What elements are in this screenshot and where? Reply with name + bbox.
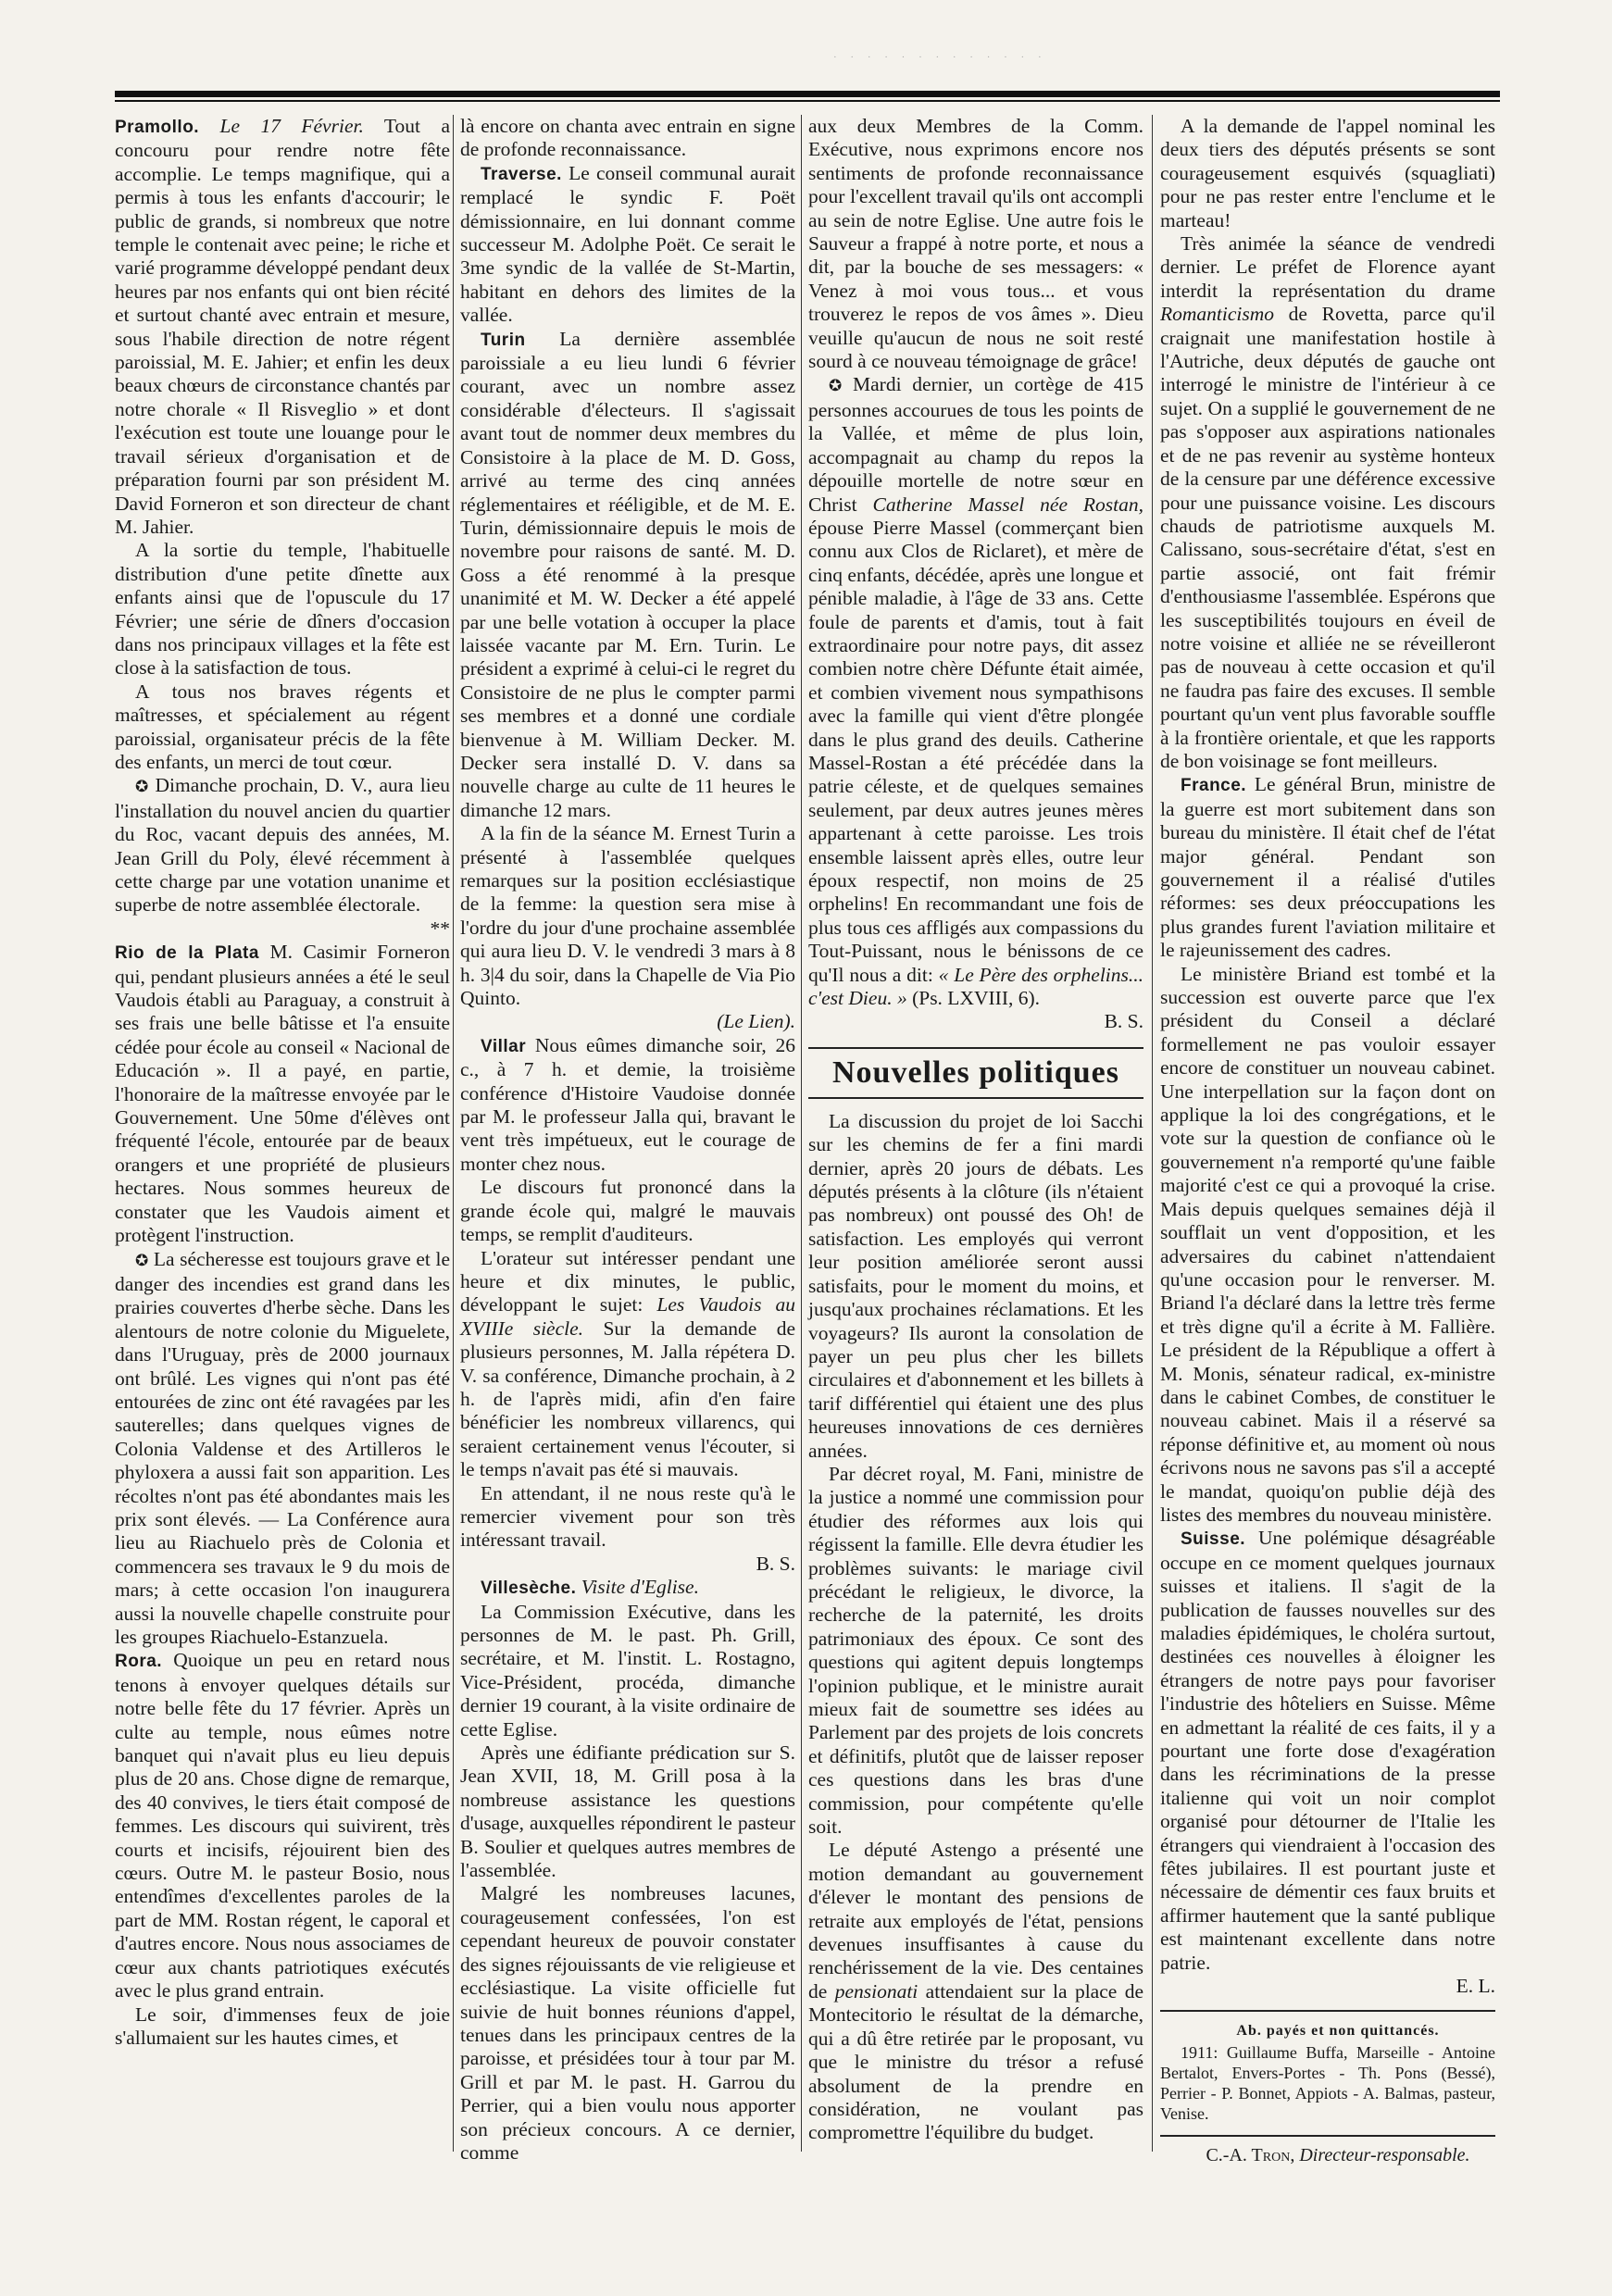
header-noise: · · · · · · · · · · · · · [833, 52, 1047, 63]
article-villeseche [460, 1576, 795, 1600]
place-heading: Turin [481, 330, 526, 350]
signature: ** [430, 917, 450, 940]
article-text: de Rovetta, parce qu'il craignait une manifestation hostile à l'Autriche, deux députés de gauche ont interrogé le ministre de l'intérieur à ce sujet. On a supplié le gouvernement de ne pas s'opposer aux aspirations nationales et de ne pas revenir au système honteux de la censure par une déférence excessive pour une puissance voisine. Les discours chauds de patriotisme auxquels M. Calissano, sous-secrétaire d'état, s'est en partie associé, ont fait frémir d'enthousiasme l'assemblée. Espérons que les susceptibilités toujours en éveil de notre voisine et alliée ne se réveilleront pas de nouveau à cette occasion et qu'il ne faudra pas faire des excuses. Il semble pourtant qu'un vent plus favorable souffle à la frontière orientale, et que les rapports de bon voisinage se font meilleurs. [1160, 303, 1495, 772]
article-paragraph: Le discours fut prononcé dans la grande école qui, malgré le mauvais temps, se remplit d'auditeurs. [460, 1176, 795, 1246]
column-2 [460, 115, 795, 2165]
place-heading: France. [1181, 776, 1247, 796]
article-rora [115, 1649, 450, 2003]
article-text: épouse Pierre Massel (commerçant bien connu aux Clos de Riclaret), et mère de cinq enfants, décédée, après une longue et pénible maladie, à l'âge de 33 ans. Cette foule de parents et d'amis, tout à fait extraordinaire pour notre pays, dit assez combien notre chère Défunte était aimée, et combien vivement nous sympathisons avec la famille qui vient d'être plongée dans le plus grand des deuils. Catherine Massel-Rostan a été précédée dans la patrie céleste, et de quelques semaines seulement, par deux autres jeunes mères appartenant à cette paroisse. Les trois ensemble laissent après elles, outre leur époux respectif, non moins de 25 orphelins! En recommandant une fois de plus tous ces affligés aux compassions du Tout-Puissant, nous le bénissons de ce qu'Il nous a dit: [808, 516, 1143, 986]
section-mark-icon: ✪ [829, 377, 843, 396]
article-paragraph: A la fin de la séance M. Ernest Turin a présenté à l'assemblée quelques remarques sur la position ecclésiastique de la femme: la question sera mise à l'ordre du jour d'une prochaine assemblée qui aura lieu D. V. le vendredi 3 mars à 8 h. 3|4 du soir, dans la Chapelle de Via Pio Quinto. [460, 822, 795, 1010]
article-paragraph: Le soir, d'immenses feux de joie s'allumaient sur les hautes cimes, et [115, 2003, 450, 2049]
column-3 [808, 115, 1143, 2145]
article-paragraph [115, 1248, 450, 1650]
article-text: Très animée la séance de vendredi dernier. Le préfet de Florence ayant interdit la représentation du drame [1160, 232, 1495, 302]
place-heading: Traverse. [481, 164, 562, 184]
article-suisse [1160, 1527, 1495, 1975]
subscriptions-heading: Ab. payés et non quittancés. [1236, 2022, 1440, 2039]
article-villar [460, 1034, 795, 1176]
article-italic: « Le Père des orphelins... c'est Dieu. » [808, 963, 1144, 1010]
article-italic: Catherine Massel née Rostan, [872, 493, 1144, 516]
article-text: attendaient sur la place de Montecitorio le résultat de la démarche, qui a dû être retirée par le proposant, vu que le ministre du trésor a refusé absolument de la prendre en considération, ne voulant pas compromettre l'équilibre du budget. [808, 1979, 1143, 2144]
column-1 [115, 115, 450, 2050]
place-heading: Suisse. [1181, 1529, 1246, 1550]
article-pramollo [115, 115, 450, 539]
article-paragraph: La discussion du projet de loi Sacchi sur les chemins de fer a fini mardi dernier, après 20 jours de débats. Les députés présents à la clôture (ils n'étaient pas nombreux) ont poussé des Oh! de satisfaction. Les employés qui verront leur position améliorée seront aussi satisfaits, pour le moment du moins, et jusqu'aux prochaines réclamations. Et les voyageurs? Ils auront la consolation de payer un peu plus cher les billets circulaires et d'abonnement et les billets à tarif différentiel qui étaient une des plus heureuses innovations de ces dernières années. [808, 1109, 1143, 1462]
signature: E. L. [1456, 1975, 1495, 1998]
signature: B. S. [1104, 1010, 1143, 1033]
date-text: Le 17 Février. [219, 115, 364, 137]
article-text: Nous eûmes dimanche soir, 26 c., à 7 h. et demie, la troisième conférence d'Histoire Vaudoise donnée par M. le professeur Jalla qui, bravant le vent très impétueux, eut le courage de monter chez nous. [460, 1033, 795, 1175]
signature: (Le Lien). [717, 1010, 795, 1033]
section-title: Nouvelles politiques [808, 1047, 1143, 1099]
article-paragraph: En attendant, il ne nous reste qu'à le remercier vivement pour son très intéressant travail. [460, 1481, 795, 1552]
place-heading: Pramollo. [115, 118, 200, 137]
article-turin [460, 328, 795, 823]
article-italic: Romanticismo [1160, 303, 1275, 326]
section-mark-icon: ✪ [135, 1251, 149, 1270]
article-paragraph: aux deux Membres de la Comm. Exécutive, nous exprimons encore nos sentiments de profonde reconnaissance pour l'excellent travail qu'ils ont accompli au sein de notre Eglise. Une autre fois le Sauveur a frappé à notre porte, et nous a dit, par la bouche de ses messagers: « Venez à moi vous tous... et vous trouverez le repos de vos âmes ». Dieu veuille qu'aucun de nous ne soit resté sourd à ce nouveau témoignage de grâce! [808, 115, 1143, 373]
article-text: La dernière assemblée paroissiale a eu lieu lundi 6 février courant, avec un nombre assez considérable d'électeurs. Il s'agissait avant tout de nommer deux membres du Consistoire à la place de M. D. Goss, arrivé au terme des cinq années réglementaires et rééligible, et de M. E. Turin, démissionnaire depuis le mois de novembre pour raisons de santé. M. D. Goss a été renommé à la presque unanimité et M. W. Decker a été appelé par une belle votation à occuper la place laissée vacante par M. Ern. Turin. Le président a exprimé à celui-ci le regret du Consistoire de ne plus le compter parmi ses membres et a donné une cordiale bienvenue à M. William Decker. M. Decker sera installé D. V. dans sa nouvelle charge au culte de 11 heures le dimanche 12 mars. [460, 327, 796, 821]
director-role: Directeur-responsable. [1299, 2144, 1470, 2165]
article-paragraph: A la sortie du temple, l'habituelle distribution d'une petite dînette aux enfants ainsi que de l'opuscule du 17 Février; une série de dîners d'occasion dans nos principaux villages et la fête est close à la satisfaction de tous. [115, 539, 450, 680]
director-line [1160, 2144, 1495, 2167]
article-text: Quoique un peu en retard nous tenons à envoyer quelques détails sur notre belle fête du 17 février. Après un culte au temple, nous eûmes notre banquet qui n'avait plus eu lieu depuis plus de 20 ans. Chose digne de remarque, des 40 convives, le tiers était composé de femmes. Les discours qui suivirent, très courts et incisifs, réjouirent bien des cœurs. Outre M. le pasteur Bosio, nous entendîmes d'excellentes paroles de la part de MM. Rostan régent, le caporal et d'autres encore. Nous nous associames de cœur aux chants patriotiques exécutés avec le plus grand entrain. [115, 1649, 451, 2003]
article-traverse [460, 162, 795, 328]
article-text: Une polémique désagréable occupe en ce moment quelques journaux suisses et italiens. Il s'agit de la publication de fausses nouvelles sur des maladies épidémiques, le choléra surtout, destinées ces nouvelles à éloigner les étrangers de notre pays pour favoriser l'industrie des hôteliers en Suisse. Même en admettant la réalité de ces faits, il y a pourtant une forte dose d'exagération dans les récriminations de la presse italienne qui voit un noir complot organisé pour détourner de l'Italie les étrangers qui viendraient à l'occasion des fêtes jubilaires. Il est pourtant juste et nécessaire de démentir ces faux bruits et affirmer hautement que la santé publique est maintenant excellente dans notre patrie. [1160, 1527, 1495, 1974]
top-rule-thin [115, 100, 1500, 102]
article-text: Sur la demande de plusieurs personnes, M. Jalla répétera D. V. sa conférence, Dimanche prochain, à 2 h. de l'après midi, afin d'en faire bénéficier les nombreux villarencs, qui seraient certainement venus l'écouter, si le temps n'avait pas été si mauvais. [460, 1316, 795, 1481]
article-text: M. Casimir Forneron qui, pendant plusieurs années a été le seul Vaudois établi au Paraguay, a construit à ses frais une belle bâtisse et l'a ensuite cédée pour école au conseil « Nacional de Educación ». Il a payé, en partie, l'honoraire de la maîtresse envoyée par le Gouvernement. Une 50me d'élèves ont fréquenté l'école, entourée par de beaux orangers et une propriété de plusieurs hectares. Nous sommes heureux de constater que les Vaudois aiment et protègent l'instruction. [115, 941, 450, 1247]
column-divider [801, 115, 802, 2152]
article-paragraph [808, 373, 1143, 1010]
article-italic: pensionati [834, 1979, 918, 2003]
article-text: Tout a concouru pour rendre notre fête accomplie. Le temps magnifique, qui a permis à tous les enfants d'accourir; le public de grands, si nombreux que notre temple le contenait avec peine; le riche et varié programme développé pendant deux heures par nos enfants qui ont bien récité et surtout chanté avec entrain et mesure, sous l'habile direction de notre régent paroissial, M. E. Jahier; et enfin les deux beaux chœurs de circonstance chantés par notre chorale « Il Risveglio » et dont l'exécution est toute une louange pour le travail sérieux d'organisation et de préparation fourni par son président M. David Forneron et son directeur de chant M. Jahier. [115, 115, 450, 538]
column-4 [1160, 115, 1495, 2167]
article-paragraph: A tous nos braves régents et maîtresses, et spécialement au régent paroissial, organisateur précis de la fête des enfants, un merci de tout cœur. [115, 680, 450, 773]
article-text: Le député Astengo a présenté une motion demandant au gouvernement d'élever le montant des pensions de retraite aux employés de l'état, pensions devenues insuffisantes à cause du renchérissement de la vie. Des centaines de [808, 1839, 1143, 2003]
top-rule-thick [115, 91, 1500, 97]
article-rio-de-la-plata [115, 941, 450, 1247]
article-text: Le conseil communal aurait remplacé le syndic F. Poët démissionnaire, en lui donnant comme successeur M. Adolphe Poët. Ce serait le 3me syndic de la vallée de St-Martin, habitant en dehors des limites de la vallée. [460, 161, 795, 327]
director-name: C.-A. Tron, [1206, 2144, 1295, 2165]
article-paragraph: A la demande de l'appel nominal les deux tiers des députés présents se sont courageusement esquivés (squagliati) pour ne pas rester entre l'enclume et le marteau! [1160, 115, 1495, 231]
article-italic: Les Vaudois au XVIIIe siècle. [460, 1293, 796, 1340]
article-paragraph: Par décret royal, M. Fani, ministre de la justice a nommé une commission pour étudier des réformes aux lois qui régissent la famille. Elle devra étudier les problèmes suivants: le mariage civil précédant le religieux, le divorce, la recherche de la paternité, les droits patrimoniaux des époux. Ce sont des questions qui agitent depuis longtemps l'opinion publique, et le ministre aurait mieux fait de soumettre ses idées au Parlement par des projets de lois concrets et définitifs, plutôt que de laisser reposer ces questions dans les bras d'une commission, pour compétente qu'elle soit. [808, 1462, 1143, 1839]
article-text: Mardi dernier, un cortège de 415 personnes accourues de tous les points de la Vallée, et même de plus loin, accompagnait au champ du repos la dépouille mortelle de notre sœur en Christ [808, 373, 1143, 516]
column-divider [453, 115, 454, 2152]
article-text: La sécheresse est toujours grave et le danger des incendies est grand dans les prairies couvertes d'herbe sèche. Dans les alentours de notre colonie du Miguelete, dans l'Uruguay, près de 2000 journaux ont brûlé. Les vignes qui n'ont pas été entourées de zinc ont été ravagées par les sauterelles; dans quelques vignes de Colonia Valdense et des Artilleros le phyloxera a aussi fait son apparition. Les récoltes n'ont pas été abondantes mais les prix sont élevés. — La Conférence aura lieu au Riachuelo près de Colonia et commencera ses travaux le 9 du mois de mars; à cette occasion l'on inaugurera aussi la nouvelle chapelle construite pour les groupes Riachuelo-Estanzuela. [115, 1247, 450, 1648]
article-text: (Ps. LXVIII, 6). [912, 987, 1041, 1010]
article-paragraph [1160, 232, 1495, 773]
separator [1160, 2010, 1495, 2012]
place-heading: Rora. [115, 1652, 163, 1672]
article-paragraph: là encore on chanta avec entrain en signe de profonde reconnaissance. [460, 115, 795, 161]
article-paragraph: Après une édifiante prédication sur S. Jean XVII, 18, M. Grill posa à la nombreuse assistance les questions d'usage, auxquelles répondirent le pasteur B. Soulier et quelques autres membres de l'assemblée. [460, 1741, 795, 1882]
place-heading: Rio de la Plata [115, 943, 259, 964]
subscriptions-list: 1911: Guillaume Buffa, Marseille - Antoine Bertalot, Envers-Portes - Th. Pons (Bessé), Perrier - P. Bonnet, Appiots - A. Balmas, pasteur, Venise. [1160, 2042, 1495, 2123]
column-divider [1152, 115, 1153, 2152]
place-heading: Villesèche. [481, 1578, 577, 1599]
article-france [1160, 773, 1495, 962]
article-text: Dimanche prochain, D. V., aura lieu l'installation du nouvel ancien du quartier du Roc, vacant depuis des années, M. Jean Grill du Poly, élevé récemment à cette charge par une votation unanime et superbe de notre assemblée électorale. [115, 774, 451, 917]
article-paragraph: Le ministère Briand est tombé et la succession est ouverte parce que l'ex président du Conseil a déclaré formellement ne pas vouloir essayer encore de constituer un nouveau cabinet. Une interpellation sur la façon dont on applique la loi des congrégations, et le vote sur la question de confiance où le gouvernement n'a remporté qu'une faible majorité c'est ce qui a provoqué la crise. Mais depuis quelques semaines déjà il soufflait un vent d'opposition, et les adversaires du cabinet n'attendaient qu'une occasion pour le renverser. M. Briand l'a déclaré dans la lettre très ferme et très digne qu'il a écrite à M. Fallière. Le président de la République a offert à M. Monis, sénateur radical, ex-ministre dans le cabinet Combes, de constituer le nouveau cabinet. Mais il a réservé sa réponse définitive et, au moment où nous écrivons nous ne savons pas s'il a accepté le mandat, quoiqu'on publie déjà des listes des membres du nouveau ministère. [1160, 962, 1495, 1526]
article-paragraph: La Commission Exécutive, dans les personnes de M. le past. Ph. Grill, secrétaire, et M. l'instit. L. Rostagno, Vice-Président, procéda, dimanche dernier 19 courant, à la visite ordinaire de cette Eglise. [460, 1600, 795, 1741]
article-text: Le général Brun, ministre de la guerre est mort subitement dans son bureau du ministère. Il était chef de l'état major général. Pendant son gouvernement il a réalisé d'utiles réformes: ses deux préoccupations les plus grandes furent l'aviation militaire et le rajeunissement des cadres. [1160, 773, 1495, 962]
article-text: L'orateur sut intéresser pendant une heure et dix minutes, le public, développant le sujet: [460, 1246, 795, 1316]
article-paragraph [115, 774, 450, 917]
article-paragraph [808, 1839, 1143, 2144]
signature: B. S. [756, 1552, 795, 1575]
article-paragraph [460, 1247, 795, 1482]
separator [1160, 2135, 1495, 2137]
place-heading: Villar [481, 1036, 527, 1056]
section-mark-icon: ✪ [135, 778, 149, 797]
article-paragraph: Malgré les nombreuses lacunes, courageusement confessées, l'on est cependant heureux de pouvoir constater des signes réjouissants de vie religieuse et ecclésiastique. La visite officielle fut suivie de huit bonnes réunions d'appel, tenues dans les principaux centres de la paroisse, et présidées tour à tour par M. Grill et par M. le past. H. Garrou du Perrier, qui a bien voulu nous apporter son précieux concours. A ce dernier, comme [460, 1882, 795, 2164]
article-italic: Visite d'Eglise. [581, 1576, 699, 1599]
